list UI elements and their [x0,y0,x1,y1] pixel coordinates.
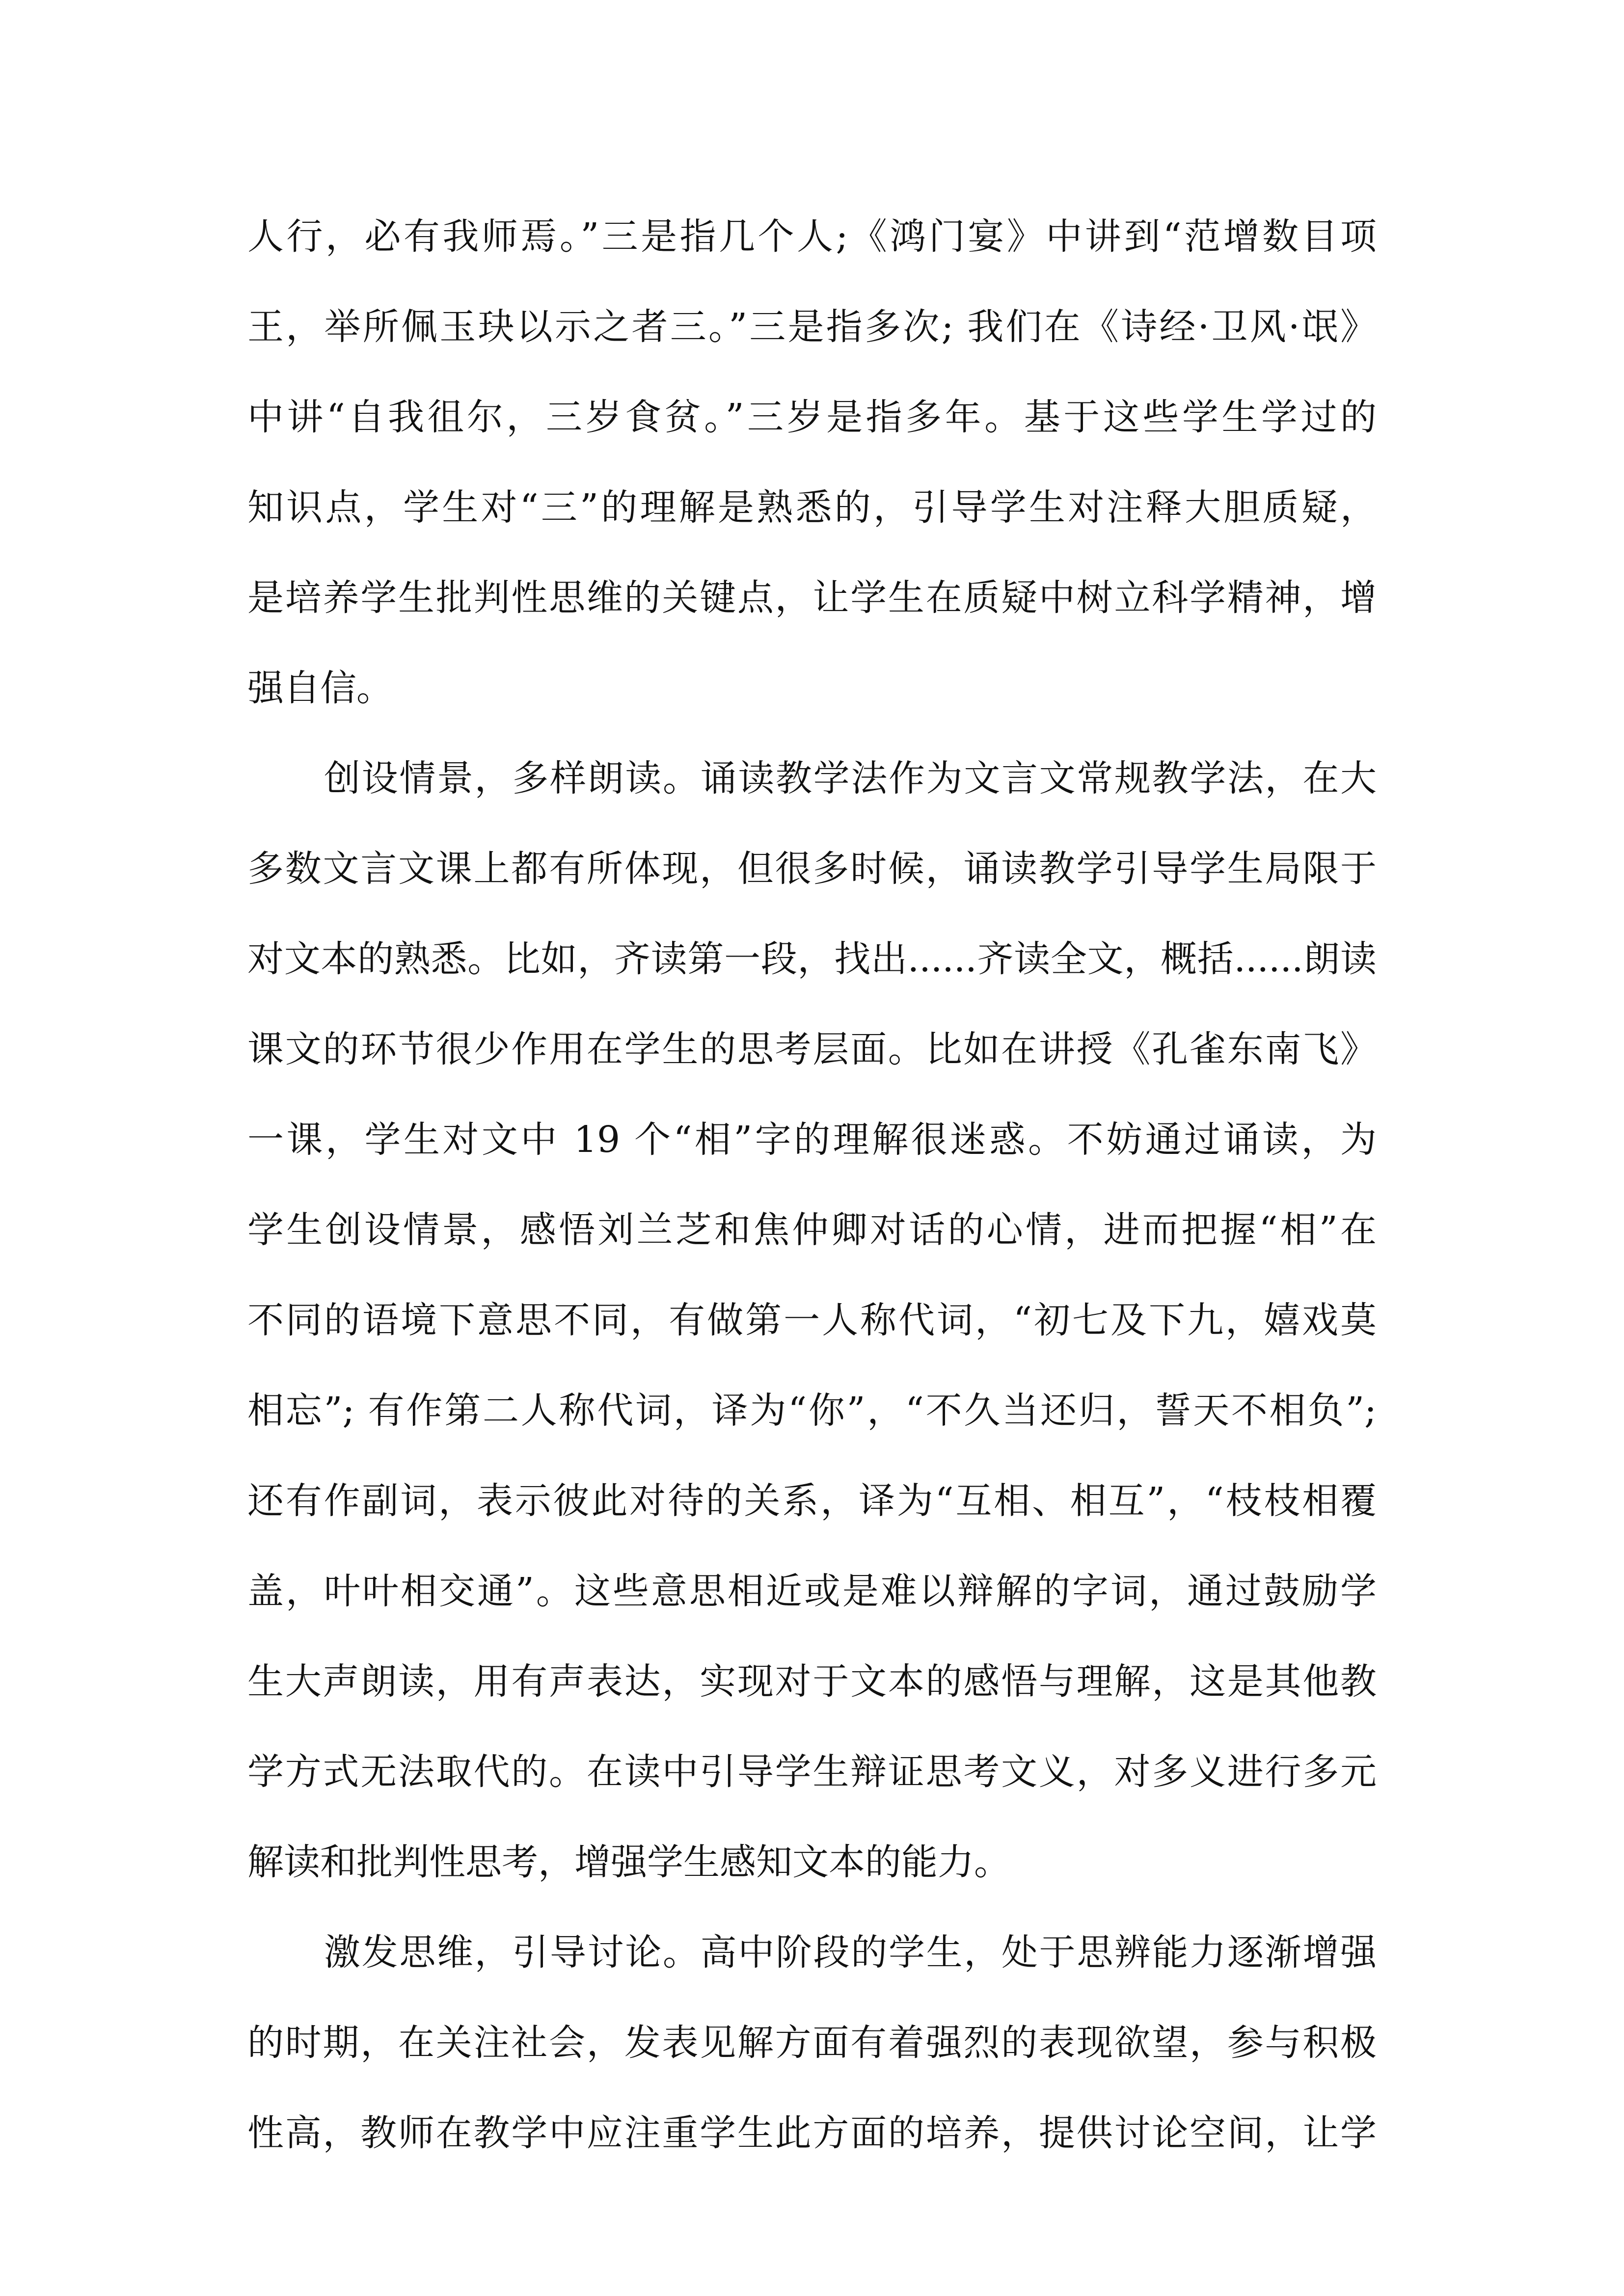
text-line: 相忘”; 有作第二人称代词，译为“你”，“不久当还归，誓天不相负”; [247,1389,1377,1432]
text-line: 强自信。 [247,667,393,709]
text-line: 是培养学生批判性思维的关键点，让学生在质疑中树立科学精神，增 [247,577,1377,619]
paragraph-first-line: 激发思维，引导讨论。高中阶段的学生，处于思辨能力逐渐增强 [324,1931,1377,1974]
text-line: 知识点，学生对“三”的理解是熟悉的，引导学生对注释大胆质疑， [247,486,1377,529]
text-line: 学生创设情景，感悟刘兰芝和焦仲卿对话的心情，进而把握“相”在 [247,1209,1377,1251]
text-line: 人行，必有我师焉。”三是指几个人;《鸿门宴》中讲到“范增数目项 [247,215,1377,258]
text-line: 盖，叶叶相交通”。这些意思相近或是难以辩解的字词，通过鼓励学 [247,1570,1377,1612]
text-line: 生大声朗读，用有声表达，实现对于文本的感悟与理解，这是其他教 [247,1660,1377,1703]
text-line: 多数文言文课上都有所体现，但很多时候，诵读教学引导学生局限于 [247,848,1377,890]
text-line: 课文的环节很少作用在学生的思考层面。比如在讲授《孔雀东南飞》 [247,1028,1377,1070]
text-line: 的时期，在关注社会，发表见解方面有着强烈的表现欲望，参与积极 [247,2022,1377,2064]
text-line: 中讲“自我徂尔，三岁食贫。”三岁是指多年。基于这些学生学过的 [247,396,1377,438]
text-line: 还有作副词，表示彼此对待的关系，译为“互相、相互”，“枝枝相覆 [247,1480,1377,1522]
text-line: 王，举所佩玉玦以示之者三。”三是指多次; 我们在《诗经·卫风·氓》 [247,306,1377,348]
paragraph-first-line: 创设情景，多样朗读。诵读教学法作为文言文常规教学法，在大 [324,757,1377,800]
body-text [247,191,1377,2178]
text-line: 性高，教师在教学中应注重学生此方面的培养，提供讨论空间，让学 [247,2112,1377,2154]
text-line: 解读和批判性思考，增强学生感知文本的能力。 [247,1841,1010,1883]
text-line: 学方式无法取代的。在读中引导学生辩证思考文义，对多义进行多元 [247,1751,1377,1793]
text-line: 一课，学生对文中 19 个“相”字的理解很迷惑。不妨通过诵读，为 [247,1119,1377,1161]
text-line: 不同的语境下意思不同，有做第一人称代词，“初七及下九，嬉戏莫 [247,1299,1377,1341]
text-line: 对文本的熟悉。比如，齐读第一段，找出......齐读全文，概括......朗读 [247,938,1377,980]
